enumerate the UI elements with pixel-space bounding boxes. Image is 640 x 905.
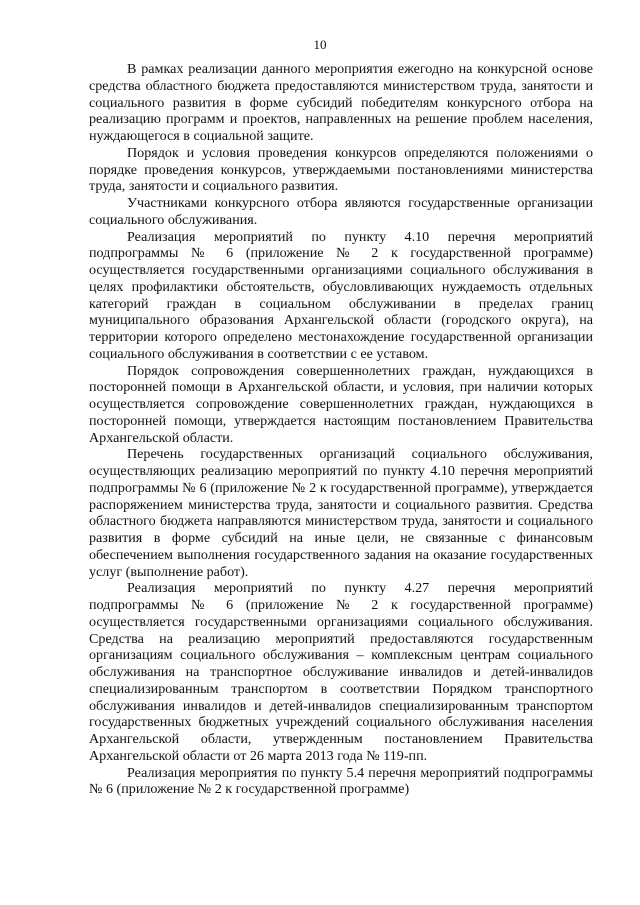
paragraph-5: Порядок сопровождения совершеннолетних граждан, нуждающихся в посторонней помощи в Архангельской области, и условия, при наличии которых осуществляется сопровождение совершеннолетних граждан, нуждающихся в посторонней помощи, утверждается настоящим постановлением Правительства Архангельской области. <box>89 362 593 446</box>
paragraph-1: В рамках реализации данного мероприятия ежегодно на конкурсной основе средства областного бюджета предоставляются министерством труда, занятости и социального развития в форме субсидий победителям конкурсного отбора на реализацию программ и проектов, направленных на решение проблем населения, нуждающегося в социальной защите. <box>89 61 593 144</box>
document-body <box>89 61 593 798</box>
paragraph-6: Перечень государственных организаций социального обслуживания, осуществляющих реализацию мероприятий по пункту 4.10 перечня мероприятий подпрограммы № 6 (приложение № 2 к государственной программе), утверждается распоряжением министерства труда, занятости и социального развития. Средства областного бюджета направляются министерством труда, занятости и социального развития в форме субсидий на иные цели, не связанные с финансовым обеспечением выполнения государственного задания на оказание государственных услуг (выполнение работ). <box>89 446 593 580</box>
paragraph-3: Участниками конкурсного отбора являются государственные организации социального обслуживания. <box>89 195 593 228</box>
page-number: 10 <box>313 37 327 52</box>
paragraph-4: Реализация мероприятий по пункту 4.10 перечня мероприятий подпрограммы № 6 (приложение № 2 к государственной программе) осуществляется государственными организациями социального обслуживания в целях профилактики обстоятельств, обусловливающих нуждаемость отдельных категорий граждан в социальном обслуживании в пределах границ муниципального образования Архангельской области (городского округа), на территории которого определено местонахождение государственной организации социального обслуживания в соответствии с ее уставом. <box>89 228 593 362</box>
paragraph-8: Реализация мероприятия по пункту 5.4 перечня мероприятий подпрограммы № 6 (приложение № 2 к государственной программе) <box>89 764 593 798</box>
paragraph-7: Реализация мероприятий по пункту 4.27 перечня мероприятий подпрограммы № 6 (приложение № 2 к государственной программе) осуществляется государственными организациями социального обслуживания. Средства на реализацию мероприятий предоставляются государственным организациям социального обслуживания – комплексным центрам социального обслуживания на транспортное обслуживание инвалидов и детей-инвалидов специализированным транспортом в соответствии Порядком транспортного обслуживания инвалидов и детей-инвалидов специализированным транспортом государственных бюджетных учреждений социального обслуживания населения Архангельской области, утвержденным постановлением Правительства Архангельской области от 26 марта 2013 года № 119-пп. <box>89 580 593 764</box>
paragraph-2: Порядок и условия проведения конкурсов определяются положениями о порядке проведения конкурсов, утверждаемыми постановлениями министерства труда, занятости и социального развития. <box>89 144 593 195</box>
